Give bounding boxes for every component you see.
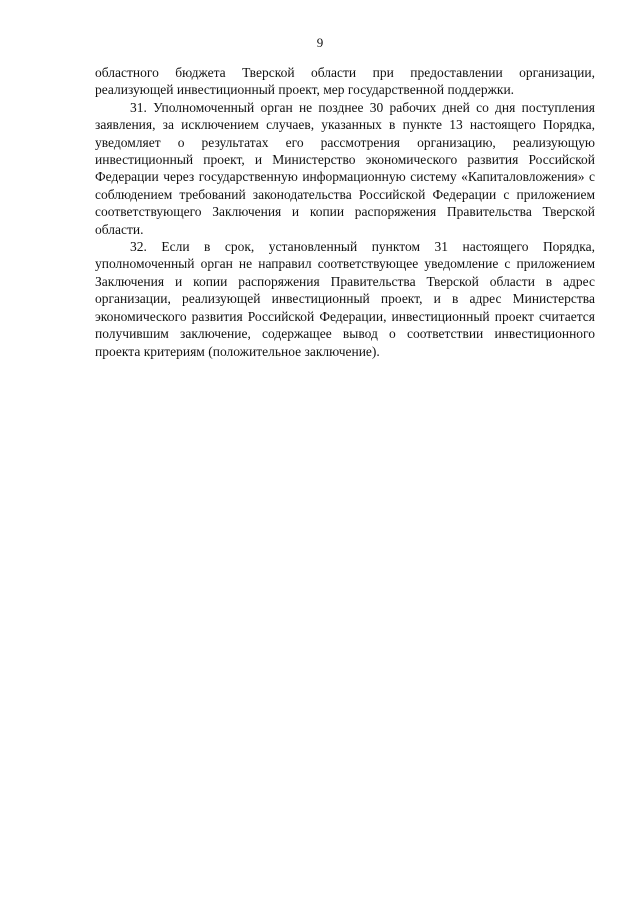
- paragraph-continuation: областного бюджета Тверской области при предоставлении организации, реализующей инвестиционный проект, мер государственной поддержки.: [95, 65, 595, 98]
- paragraph-31: 31. Уполномоченный орган не позднее 30 рабочих дней со дня поступления заявления, за исключением случаев, указанных в пункте 13 настоящего Порядка, уведомляет о результатах его рассмотрения организацию, реализующую инвестиционный проект, и Министерство экономического развития Российской Федерации через государственную информационную систему «Капиталовложения» с соблюдением требований законодательства Российской Федерации с приложением соответствующего Заключения и копии распоряжения Правительства Тверской области.: [95, 99, 595, 237]
- document-body: [95, 64, 595, 360]
- page-number: 9: [316, 35, 324, 50]
- paragraph-32: 32. Если в срок, установленный пунктом 31 настоящего Порядка, уполномоченный орган не направил соответствующее уведомление с приложением Заключения и копии распоряжения Правительства Тверской области в адрес организации, реализующей инвестиционный проект, и в адрес Министерства экономического развития Российской Федерации, инвестиционный проект считается получившим заключение, содержащее вывод о соответствии инвестиционного проекта критериям (положительное заключение).: [95, 239, 595, 359]
